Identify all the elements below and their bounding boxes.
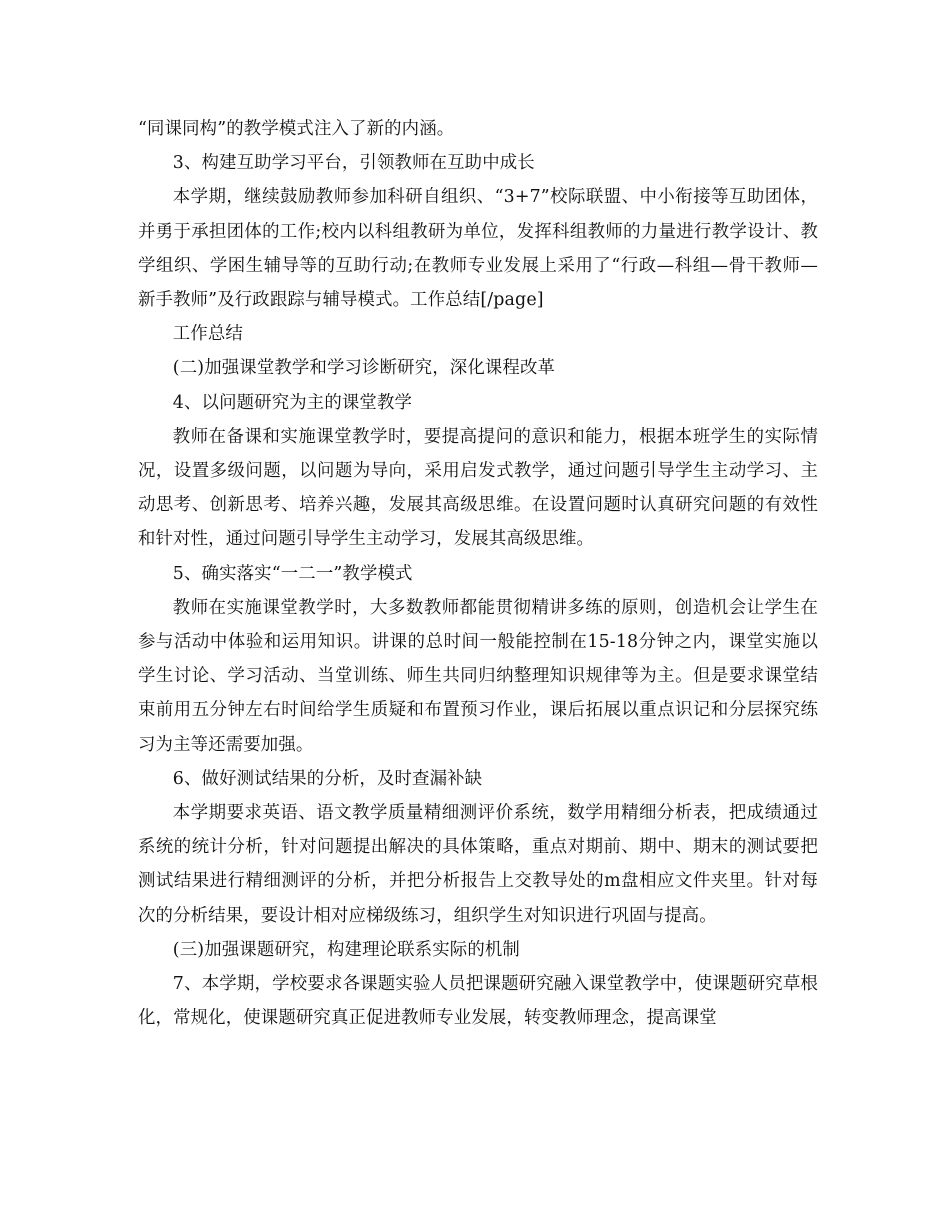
heading-part-three: (三)加强课题研究，构建理论联系实际的机制 xyxy=(172,939,520,960)
paragraph-teaching-model: 教师在实施课堂教学时，大多数教师都能贯彻精讲多练的原则，创造机会让学生在参与活动中体验和运用知识。讲课的总时间一般能控制在15-18分钟之内，课堂实施以学生讨论、学习活动、当堂训练、师生共同归纳整理知识规律等为主。但是要求课堂结束前用五分钟左右时间给学生质疑和布置预习作业，课后拓展以重点识记和分层探究练习为主等还需要加强。 xyxy=(138,597,818,755)
heading-section-4: 4、以问题研究为主的课堂教学 xyxy=(172,392,413,413)
paragraph-continuation: “同课同构”的教学模式注入了新的内涵。 xyxy=(138,119,455,139)
paragraph-test-analysis: 本学期要求英语、语文教学质量精细测评价系统，数学用精细分析表，把成绩通过系统的统计分析，针对问题提出解决的具体策略，重点对期前、期中、期末的测试要把测试结果进行精细测评的分析，并把分析报告上交教导处的m盘相应文件夹里。针对每次的分析结果，要设计相对应梯级练习，组织学生对知识进行巩固与提高。 xyxy=(138,803,818,926)
heading-part-two: (二)加强课堂教学和学习诊断研究，深化课程改革 xyxy=(172,358,556,379)
document-page xyxy=(138,112,818,1035)
paragraph-question-teaching: 教师在备课和实施课堂教学时，要提高提问的意识和能力，根据本班学生的实际情况，设置多级问题，以问题为导向，采用启发式教学，通过问题引导学生主动学习、主动思考、创新思考、培养兴趣，发展其高级思维。在设置问题时认真研究问题的有效性和针对性，通过问题引导学生主动学习，发展其高级思维。 xyxy=(138,426,818,550)
heading-section-6: 6、做好测试结果的分析，及时查漏补缺 xyxy=(172,768,483,789)
paragraph-research: 7、本学期，学校要求各课题实验人员把课题研究融入课堂教学中，使课题研究草根化，常规化，使课题研究真正促进教师专业发展，转变教师理念，提高课堂 xyxy=(138,974,818,1029)
heading-work-summary: 工作总结 xyxy=(172,324,243,345)
heading-section-3: 3、构建互助学习平台，引领教师在互助中成长 xyxy=(172,153,535,174)
heading-section-5: 5、确实落实“一二一”教学模式 xyxy=(172,563,413,584)
paragraph-mutual-help: 本学期，继续鼓励教师参加科研自组织、“3+7”校际联盟、中小衔接等互助团体，并勇于承担团体的工作;校内以科组教研为单位，发挥科组教师的力量进行教学设计、教学组织、学困生辅导等的互助行动;在教师专业发展上采用了“行政—科组—骨干教师—新手教师”及行政跟踪与辅导模式。工作总结[/page] xyxy=(138,187,818,311)
